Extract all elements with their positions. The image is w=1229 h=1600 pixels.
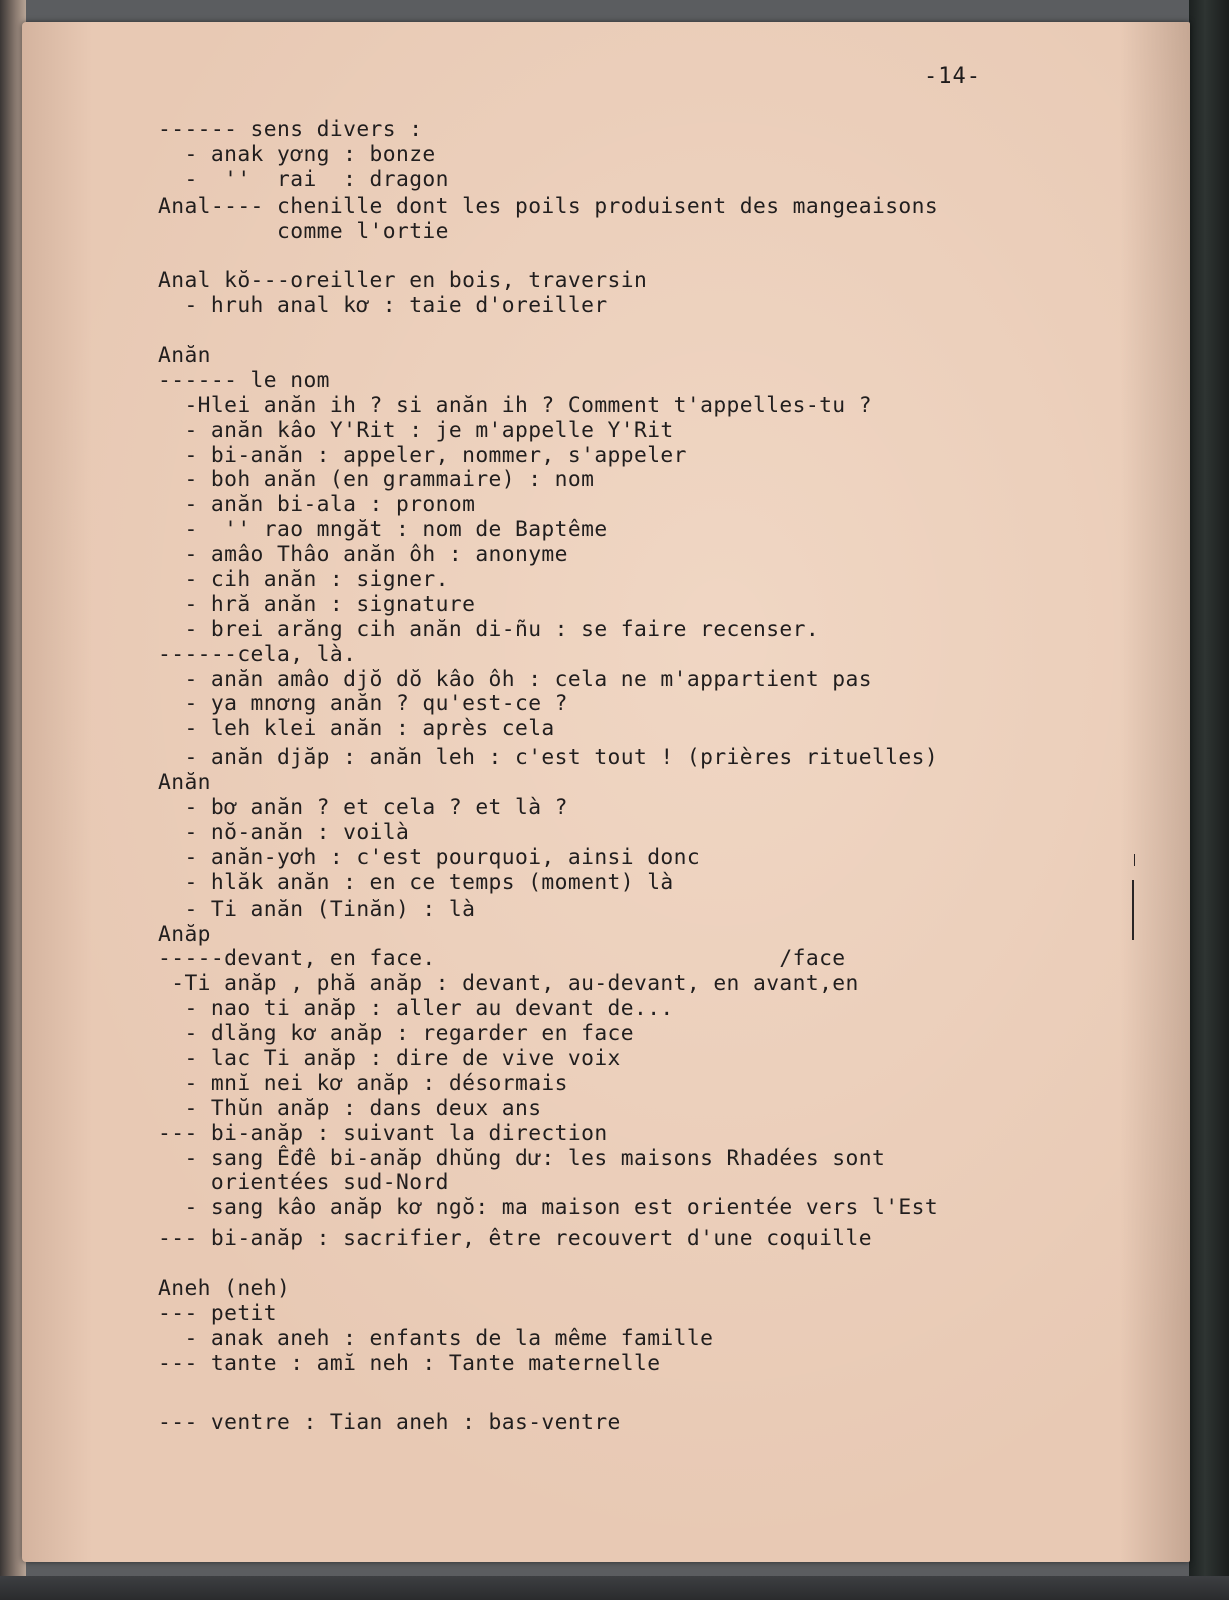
text-line: --- tante : amĭ neh : Tante maternelle [158, 1350, 661, 1376]
text-line: Anal kŏ---oreiller en bois, traversin [158, 268, 648, 294]
text-line: -----devant, en face. /face [158, 946, 846, 972]
text-line [158, 1252, 938, 1277]
text-line: - nŏ-anăn : voilà [158, 819, 410, 845]
text-line: - anăn djăp : anăn leh : c'est tout ! (prières rituelles) [158, 745, 939, 771]
text-line: Anal---- chenille dont les poils produisent des mangeaisons [158, 193, 939, 219]
text-line: - hlăk anăn : en ce temps (moment) là [158, 869, 674, 895]
text-line: - hruh anal kơ : taie d'oreiller [158, 293, 608, 319]
text-line: - lac Ti anăp : dire de vive voix [158, 1045, 621, 1071]
text-line: - dlăng kơ anăp : regarder en face [158, 1021, 634, 1047]
text-line: - ya mnơng anăn ? qu'est-ce ? [158, 691, 568, 717]
text-line: ------ sens divers : [158, 117, 423, 142]
text-line: - sang kâo anăp kơ ngŏ: ma maison est orientée vers l'Est [158, 1195, 939, 1221]
text-line: - bơ anăn ? et cela ? et là ? [158, 795, 568, 821]
text-line: - bi-anăn : appeler, nommer, s'appeler [158, 442, 687, 468]
text-line: --- bi-anăp : suivant la direction [158, 1120, 608, 1146]
text-line: - anăn-yơh : c'est pourquoi, ainsi donc [158, 844, 701, 870]
text-line: ------cela, là. [158, 641, 357, 667]
text-line: - Thŭn anăp : dans deux ans [158, 1095, 542, 1121]
dictionary-text [158, 118, 938, 1436]
scan-backdrop [0, 1576, 1229, 1600]
text-line: --- ventre : Tian aneh : bas-ventre [158, 1410, 621, 1436]
text-line: ------ le nom [158, 367, 330, 393]
text-line: - anăn bi-ala : pronom [158, 492, 476, 518]
text-line: - '' rao mngăt : nom de Baptême [158, 517, 608, 543]
text-line: --- bi-anăp : sacrifier, être recouvert d'une coquille [158, 1226, 872, 1252]
text-line: - anak yơng : bonze [158, 141, 436, 167]
text-line: comme l'ortie [158, 218, 449, 244]
text-line: - nao ti anăp : aller au devant de... [158, 996, 674, 1022]
text-line: - cih anăn : signer. [158, 567, 449, 593]
page-number: -14- [924, 64, 981, 89]
book-cover-edge [1189, 0, 1229, 1600]
text-line: orientées sud-Nord [158, 1170, 449, 1196]
text-line: --- petit [158, 1300, 277, 1326]
text-line: - anăn amâo djŏ dŏ kâo ôh : cela ne m'appartient pas [158, 666, 872, 692]
text-line: - sang Êđê bi-anăp dhŭng dư: les maisons Rhadées sont [158, 1145, 886, 1171]
text-line: - amâo Thâo anăn ôh : anonyme [158, 542, 568, 568]
text-line: -Ti anăp , phă anăp : devant, au-devant, en avant,en [158, 971, 859, 997]
text-line: Anăn [158, 343, 211, 369]
text-line: - leh klei anăn : après cela [158, 716, 555, 742]
document-page [22, 22, 1190, 1562]
text-line: - '' rai : dragon [158, 166, 449, 192]
text-line: - anak aneh : enfants de la même famille [158, 1325, 714, 1351]
text-line: Aneh (neh) [158, 1275, 291, 1301]
text-line: - boh anăn (en grammaire) : nom [158, 467, 595, 493]
text-line: Anăn [158, 770, 211, 796]
text-line: - hră anăn : signature [158, 591, 476, 617]
text-line [158, 1387, 938, 1412]
text-line: - mnĭ nei kơ anăp : désormais [158, 1070, 568, 1096]
text-line: - anăn kâo Y'Rit : je m'appelle Y'Rit [158, 417, 674, 443]
text-line: - brei arăng cih anăn di-ñu : se faire recenser. [158, 616, 820, 642]
text-line [158, 244, 938, 269]
text-line: -Hlei anăn ih ? si anăn ih ? Comment t'appelles-tu ? [158, 392, 872, 418]
margin-mark [1134, 854, 1135, 866]
text-line: - Ti anăn (Tinăn) : là [158, 896, 476, 922]
text-line: Anăp [158, 921, 211, 947]
text-line [158, 319, 938, 344]
margin-mark [1132, 880, 1134, 940]
